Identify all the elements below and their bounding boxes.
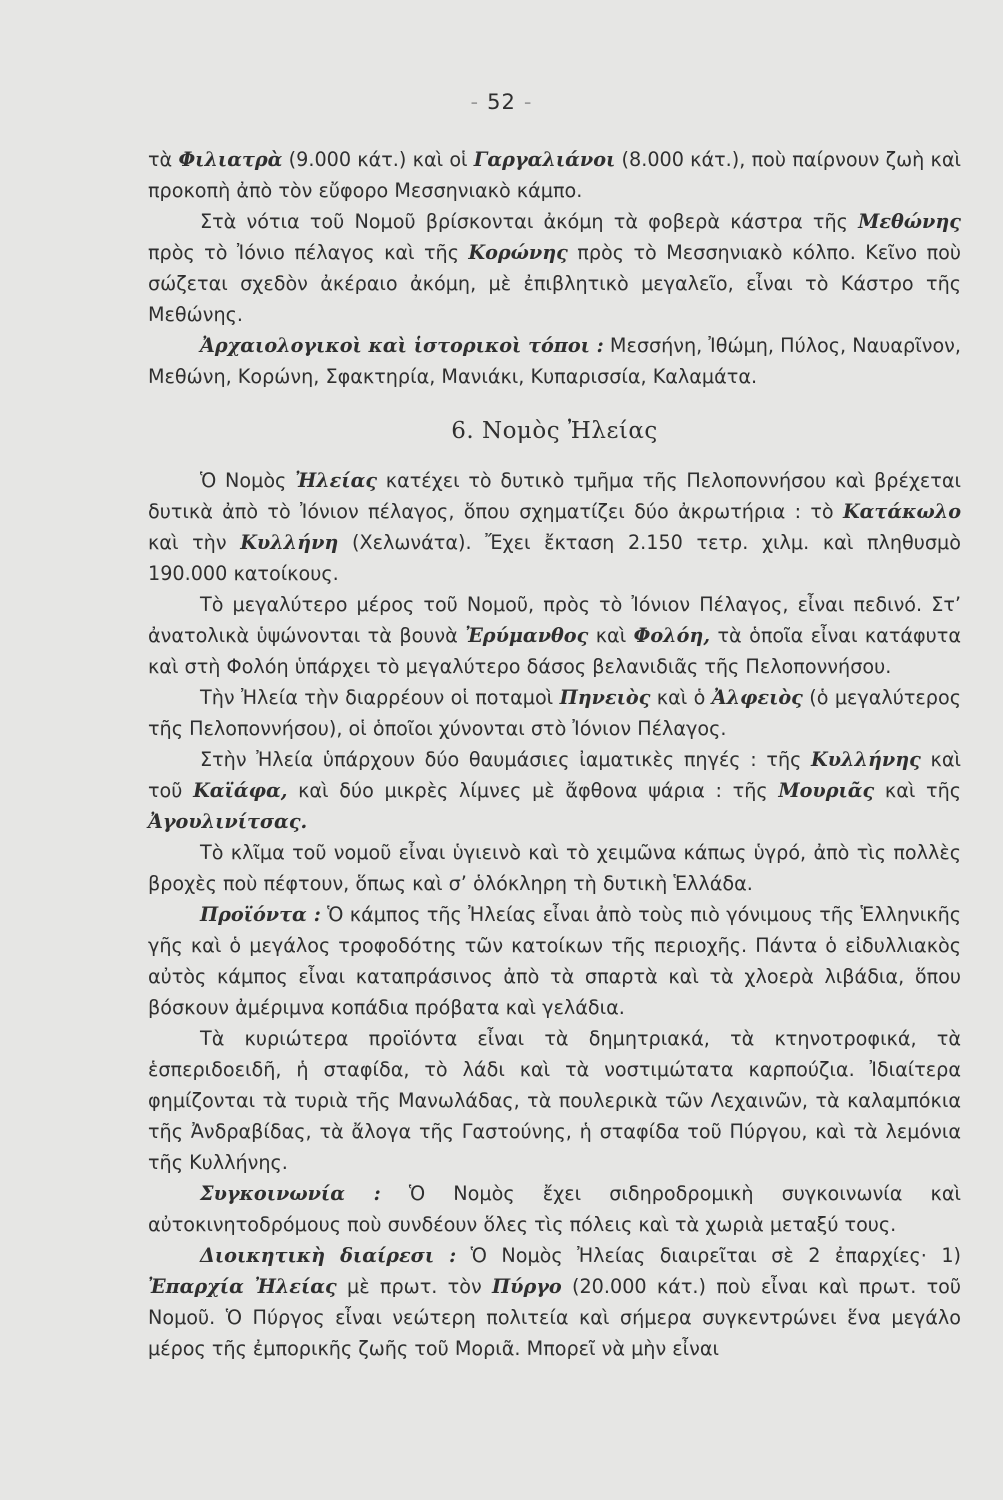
section-heading: 6. Νομὸς Ἠλείας	[451, 418, 658, 444]
text-run: καὶ δύο μικρὲς λίμνες μὲ ἄφθονα ψάρια : τῆς	[287, 779, 779, 802]
text-run: κατέχει τὸ δυτικὸ τμῆμα τῆς Πελοποννήσου καὶ βρέχεται δυτικὰ ἀπὸ τὸ Ἰόνιον πέλαγος, ὅπου σχηματίζει δύο ἀκρωτήρια : τὸ	[148, 469, 961, 523]
text-run: Ὁ Νομὸς Ἠλείας διαιρεῖται σὲ 2 ἐπαρχίες· 1)	[456, 1244, 962, 1267]
emphasis-term: Προϊόντα :	[200, 903, 321, 926]
paragraph	[148, 144, 961, 206]
text-run: πρὸς τὸ Μεσσηνιακὸ κόλπο. Κεῖνο ποὺ σώζεται σχεδὸν ἀκέραιο ἀκόμη, μὲ ἐπιβλητικὸ μεγαλεῖο, εἶναι τὸ Κάστρο τῆς Μεθώνης.	[148, 241, 961, 326]
emphasis-term: Ἀγουλινίτσας.	[148, 810, 308, 833]
paragraph	[148, 465, 961, 589]
text-run: Ὁ Νομὸς ἔχει σιδηροδρομικὴ συγκοινωνία καὶ αὐτοκινητοδρόμους ποὺ συνδέουν ὅλες τὶς πόλεις καὶ τὰ χωριὰ μεταξύ τους.	[148, 1182, 962, 1236]
text-run: Στὰ νότια τοῦ Νομοῦ βρίσκονται ἀκόμη τὰ φοβερὰ κάστρα τῆς	[200, 210, 859, 233]
emphasis-term: Διοικητικὴ διαίρεσι :	[200, 1244, 457, 1267]
emphasis-term: Ἠλείας	[295, 469, 378, 492]
text-run: καὶ ὁ	[650, 686, 712, 709]
text-run: Ὁ Νομὸς	[200, 469, 296, 492]
emphasis-term: Ἀλφειὸς	[711, 686, 803, 709]
text-run: Τὰ κυριώτερα προϊόντα εἶναι τὰ δημητριακά, τὰ κτηνοτροφικά, τὰ ἑσπεριδοειδῆ, ἡ σταφίδα, τὸ λάδι καὶ τὰ νοστιμώτατα καρπούζια. Ἰδιαίτερα φημίζονται τὰ τυριὰ τῆς Μανωλάδας, τὰ πουλερικὰ τῶν Λεχαινῶν, τὰ καλαμπόκια τῆς Ἀνδραβίδας, τὰ ἄλογα τῆς Γαστούνης, ἡ σταφίδα τοῦ Πύργου, καὶ τὰ λεμόνια τῆς Κυλλήνης.	[148, 1027, 961, 1174]
paragraph	[148, 682, 961, 744]
emphasis-term: Μεθώνης	[858, 210, 961, 233]
text-run: Τὸ μεγαλύτερο μέρος τοῦ Νομοῦ, πρὸς τὸ Ἰόνιον Πέλαγος, εἶναι πεδινό. Στ’ ἀνατολικὰ ὑψώνονται τὰ βουνὰ	[148, 593, 961, 647]
text-run: μὲ πρωτ. τὸν	[336, 1275, 492, 1298]
text-run: (20.000 κάτ.) ποὺ εἶναι καὶ πρωτ. τοῦ Νομοῦ. Ὁ Πύργος εἶναι νεώτερη πολιτεία καὶ σήμερα συγκεντρώνει ἕνα μεγάλο μέρος τῆς ἐμπορικῆς ζωῆς τοῦ Μοριᾶ. Μπορεῖ νὰ μὴν εἶναι	[148, 1275, 961, 1360]
emphasis-term: Ἐρύμανθος	[465, 624, 589, 647]
text-run: (8.000 κάτ.), ποὺ παίρνουν ζωὴ καὶ προκοπὴ ἀπὸ τὸν εὔφορο Μεσσηνιακὸ κάμπο.	[148, 148, 961, 202]
text-run: Ὁ κάμπος τῆς Ἠλείας εἶναι ἀπὸ τοὺς πιὸ γόνιμους τῆς Ἑλληνικῆς γῆς καὶ ὁ μεγάλος τροφοδότης τῶν κατοίκων τῆς περιοχῆς. Πάντα ὁ εἰδυλλιακὸς αὐτὸς κάμπος εἶναι καταπράσινος ἀπὸ τὰ σπαρτὰ καὶ τὰ χλοερὰ λιβάδια, ὅπου βόσκουν ἀμέριμνα κοπάδια πρόβατα καὶ γελάδια.	[148, 903, 961, 1019]
emphasis-term: Γαργαλιάνοι	[473, 148, 616, 171]
emphasis-term: Φιλιατρὰ	[178, 148, 283, 171]
page-number: - 52 -	[470, 90, 533, 114]
emphasis-term: Πύργο	[492, 1275, 562, 1298]
text-run: (Χελωνάτα). Ἔχει ἔκταση 2.150 τετρ. χιλμ. καὶ πληθυσμὸ 190.000 κατοίκους.	[148, 531, 961, 585]
emphasis-term: Μουριᾶς	[778, 779, 875, 802]
emphasis-term: Κορώνης	[468, 241, 568, 264]
text-run: (9.000 κάτ.) καὶ οἱ	[282, 148, 474, 171]
emphasis-term: Πηνειὸς	[559, 686, 651, 709]
emphasis-term: Ἐπαρχία Ἠλείας	[148, 1275, 337, 1298]
emphasis-term: Φολόη,	[633, 624, 711, 647]
paragraph	[148, 1178, 961, 1240]
emphasis-term: Ἀρχαιολογικοὶ καὶ ἱστορικοὶ τόποι :	[200, 334, 604, 357]
body-text	[148, 144, 961, 1364]
paragraph	[148, 837, 961, 899]
text-run: καὶ τοῦ	[148, 748, 961, 802]
emphasis-term: Κυλλήνης	[811, 748, 921, 771]
paragraph	[148, 589, 961, 682]
text-run: πρὸς τὸ Ἰόνιο πέλαγος καὶ τῆς	[148, 241, 469, 264]
emphasis-term: Καϊάφα,	[193, 779, 288, 802]
text-run: (ὁ μεγαλύτερος τῆς Πελοποννήσου), οἱ ὁποῖοι χύνονται στὸ Ἰόνιον Πέλαγος.	[148, 686, 961, 740]
paragraph	[148, 330, 961, 392]
paragraph	[148, 1240, 961, 1364]
text-run: Τὴν Ἠλεία τὴν διαρρέουν οἱ ποταμοὶ	[200, 686, 560, 709]
paragraph	[148, 206, 961, 330]
emphasis-term: Κατάκωλο	[842, 500, 961, 523]
text-run: καὶ τῆς	[874, 779, 962, 802]
paragraph	[148, 1023, 961, 1178]
text-run: Στὴν Ἠλεία ὑπάρχουν δύο θαυμάσιες ἰαματικὲς πηγές : τῆς	[200, 748, 812, 771]
paragraph	[148, 899, 961, 1023]
paragraph	[148, 744, 961, 837]
text-run: Μεσσήνη, Ἰθώμη, Πύλος, Ναυαρῖνον, Μεθώνη, Κορώνη, Σφακτηρία, Μανιάκι, Κυπαρισσία, Καλαμάτα.	[148, 334, 961, 388]
emphasis-term: Συγκοινωνία :	[200, 1182, 381, 1205]
text-run: καὶ τὴν	[148, 531, 241, 554]
emphasis-term: Κυλλήνη	[240, 531, 339, 554]
text-run: Τὸ κλῖμα τοῦ νομοῦ εἶναι ὑγιεινὸ καὶ τὸ χειμῶνα κάπως ὑγρό, ἀπὸ τὶς πολλὲς βροχὲς ποὺ πέφτουν, ὅπως καὶ σ’ ὁλόκληρη τὴ δυτικὴ Ἑλλάδα.	[148, 841, 961, 895]
text-run: τὰ	[148, 148, 179, 171]
text-run: καὶ	[588, 624, 634, 647]
text-run: τὰ ὁποῖα εἶναι κατάφυτα καὶ στὴ Φολόη ὑπάρχει τὸ μεγαλύτερο δάσος βελανιδιᾶς τῆς Πελοποννήσου.	[148, 624, 961, 678]
